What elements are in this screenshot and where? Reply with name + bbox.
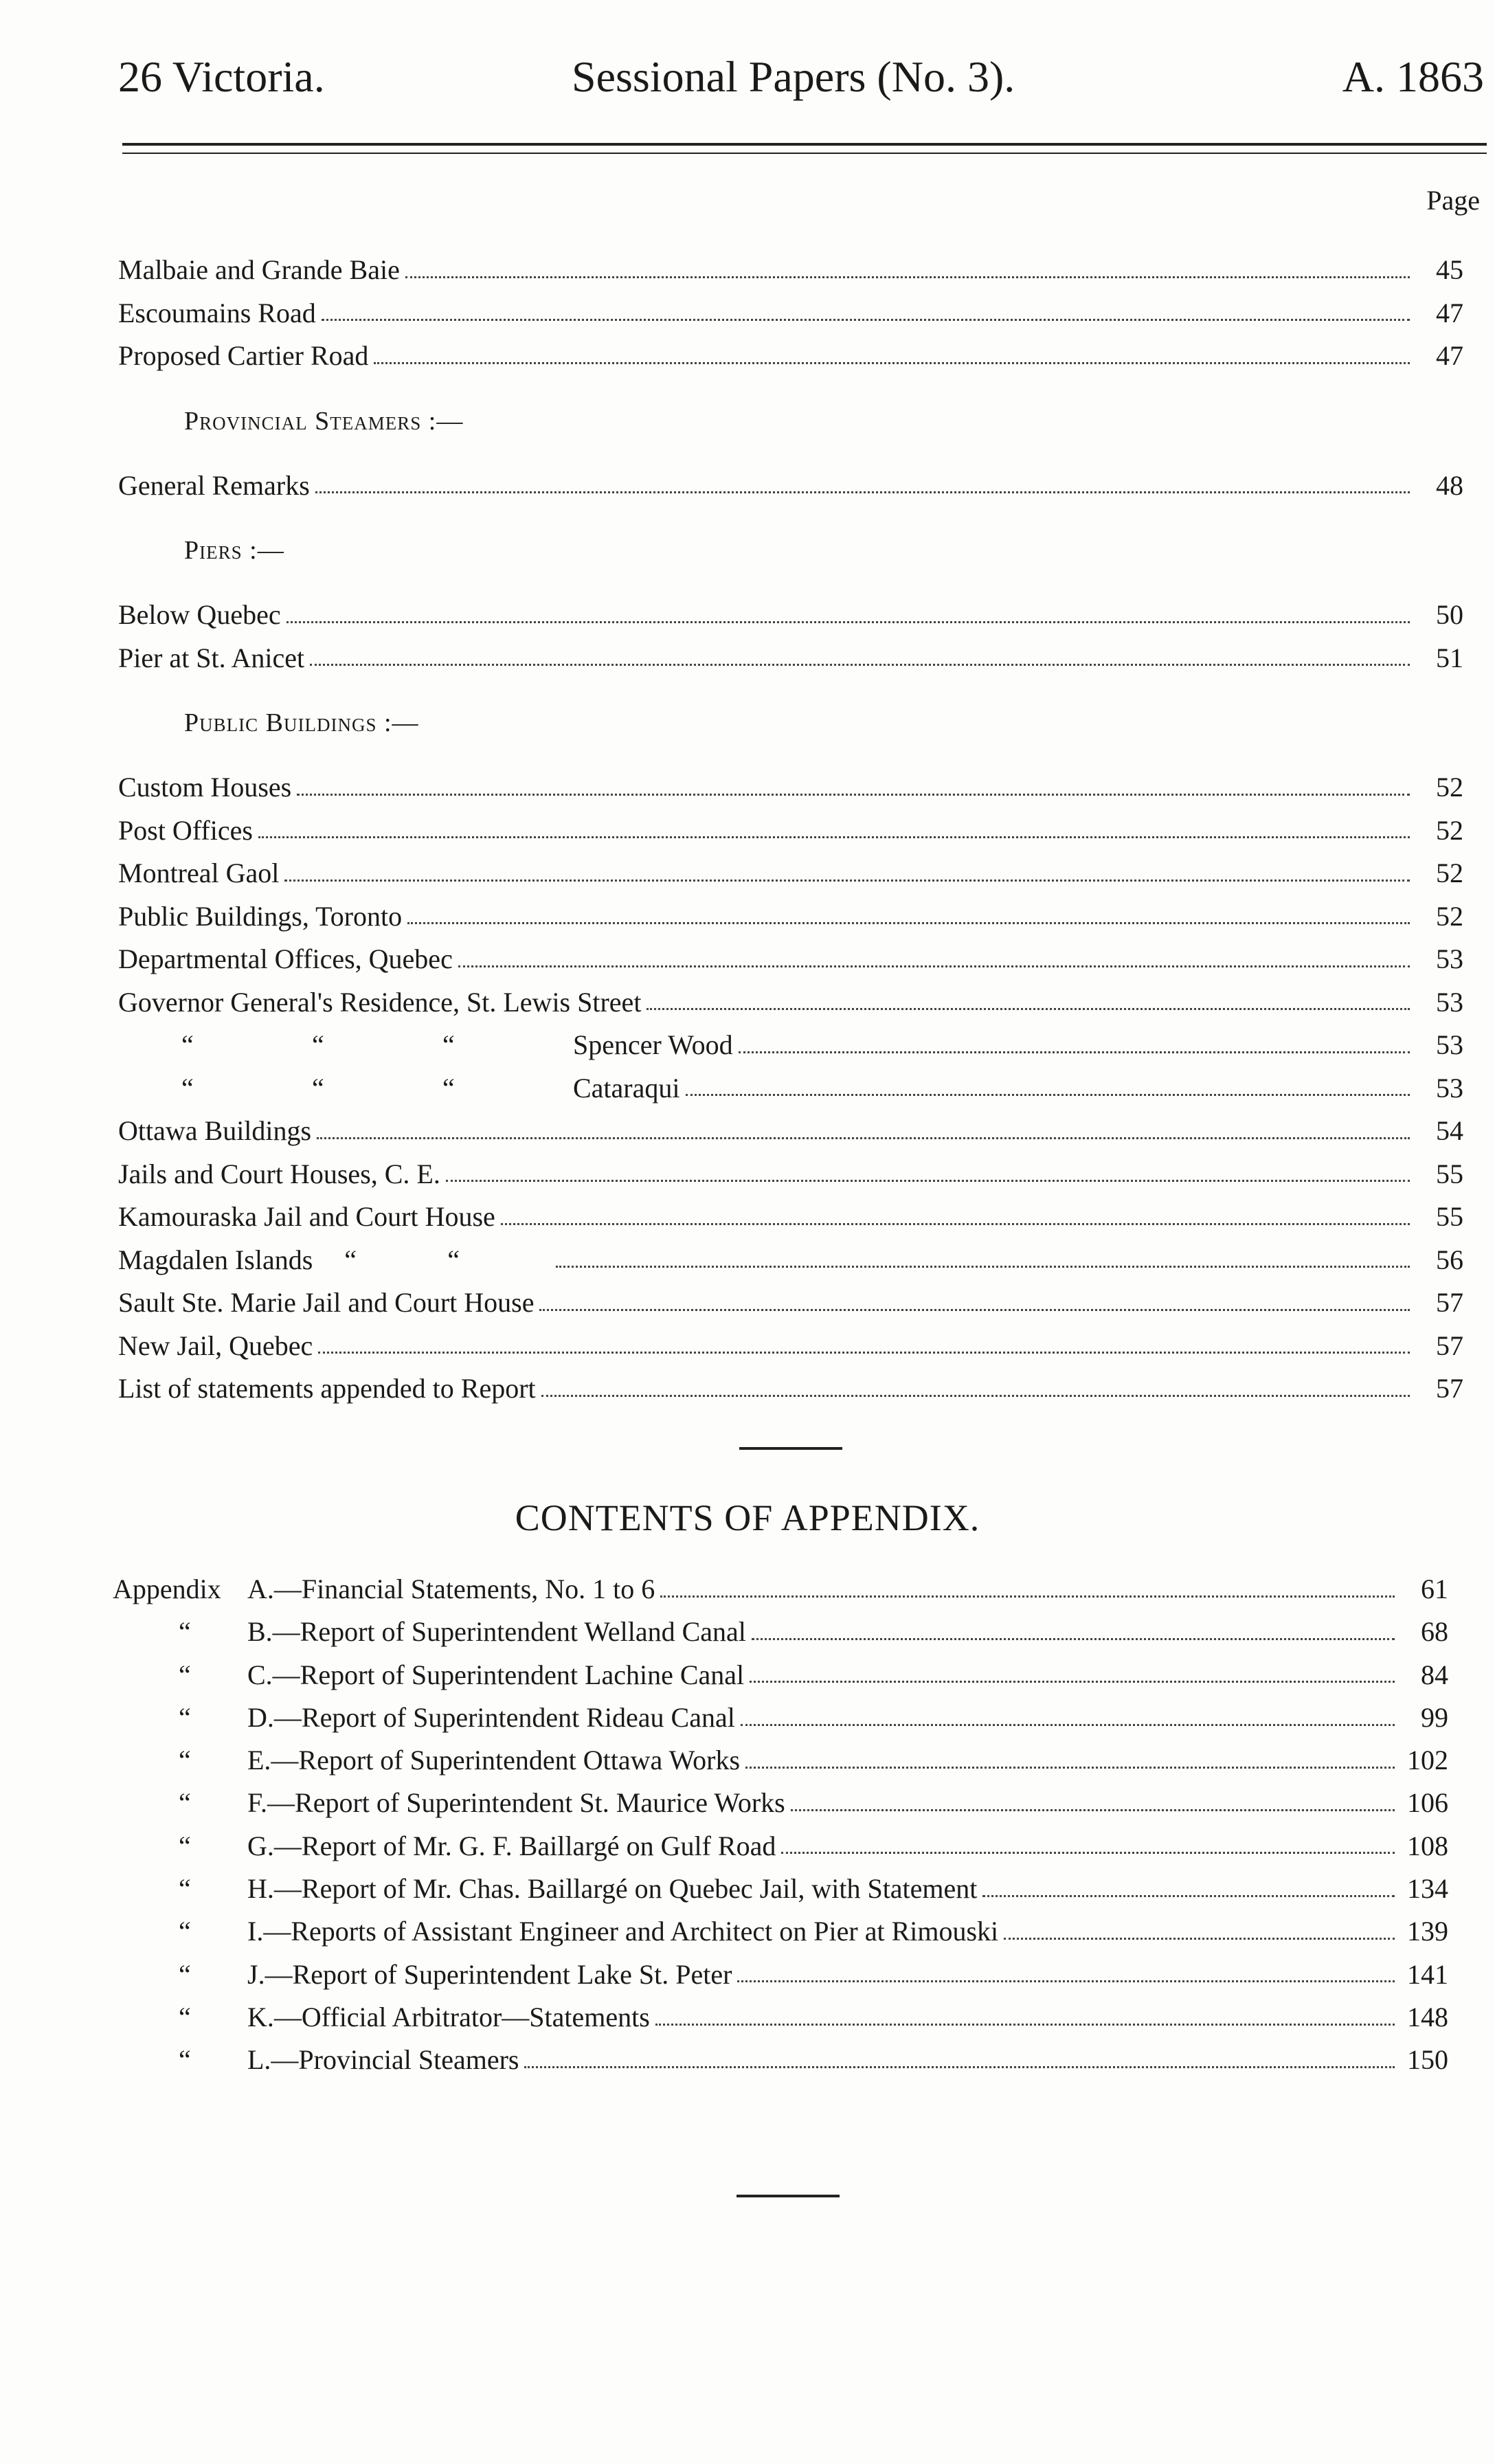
toc-row-ditto <box>118 1067 1463 1110</box>
leader-dots <box>405 276 1410 278</box>
toc-page: 56 <box>1436 1244 1463 1275</box>
toc-row <box>118 1281 1463 1325</box>
appendix-page: 108 <box>1407 1830 1448 1861</box>
leader-dots <box>310 664 1410 666</box>
appendix-page: 102 <box>1407 1745 1448 1776</box>
leader-dots <box>660 1595 1395 1598</box>
appendix-label <box>113 1739 740 1782</box>
ditto-mark: “ <box>312 1029 324 1060</box>
toc-label: List of statements appended to Report <box>118 1373 536 1404</box>
appendix-label <box>113 1868 977 1910</box>
appendix-list <box>113 1568 1448 2082</box>
appendix-row <box>113 1953 1448 1996</box>
section-divider <box>739 1447 842 1450</box>
leader-dots <box>407 922 1410 924</box>
header-title: Sessional Papers (No. 3). <box>572 52 1015 101</box>
contents-list <box>118 249 1463 1411</box>
leader-dots <box>284 880 1410 882</box>
toc-label: Kamouraska Jail and Court House <box>118 1201 495 1232</box>
leader-dots <box>745 1767 1395 1769</box>
appendix-page: 139 <box>1407 1916 1448 1947</box>
ditto-mark: “ <box>181 1029 194 1060</box>
leader-dots <box>446 1180 1410 1182</box>
toc-label: General Remarks <box>118 469 310 501</box>
ditto-mark: “ <box>179 2044 191 2076</box>
toc-row <box>118 1110 1463 1153</box>
section-heading-piers: Piers :— <box>184 536 284 565</box>
leader-dots <box>655 2024 1395 2026</box>
toc-row <box>118 292 1463 335</box>
appendix-label-text: I.—Reports of Assistant Engineer and Architect on Pier at Rimouski <box>247 1916 999 1947</box>
appendix-page: 148 <box>1407 2001 1448 2032</box>
toc-row <box>118 766 1463 809</box>
toc-row <box>118 895 1463 939</box>
toc-page: 53 <box>1436 943 1463 974</box>
toc-page: 48 <box>1436 469 1463 501</box>
appendix-page: 141 <box>1407 1958 1448 1990</box>
toc-label-text: Spencer Wood <box>573 1029 733 1060</box>
ditto-mark: “ <box>179 1916 191 1947</box>
toc-row <box>118 938 1463 981</box>
ditto-mark: “ <box>179 1616 191 1648</box>
appendix-row <box>113 2039 1448 2081</box>
ditto-mark: “ <box>179 1659 191 1690</box>
appendix-row <box>113 1910 1448 1953</box>
toc-page: 57 <box>1436 1330 1463 1361</box>
leader-dots <box>750 1681 1395 1683</box>
toc-page: 54 <box>1436 1115 1463 1146</box>
toc-row <box>118 335 1463 378</box>
toc-label: Pier at St. Anicet <box>118 642 305 673</box>
appendix-label <box>113 1953 732 1996</box>
appendix-row <box>113 1654 1448 1696</box>
leader-dots <box>297 794 1410 796</box>
appendix-page: 61 <box>1421 1573 1448 1604</box>
leader-dots <box>286 621 1410 623</box>
toc-label: Montreal Gaol <box>118 858 280 888</box>
toc-row <box>118 464 1463 508</box>
leader-dots <box>739 1051 1410 1053</box>
appendix-label <box>113 1910 998 1953</box>
toc-label: Jails and Court Houses, C. E. <box>118 1158 440 1189</box>
toc-page: 47 <box>1436 297 1463 328</box>
leader-dots <box>458 965 1410 967</box>
toc-row <box>118 1153 1463 1196</box>
appendix-row <box>113 1868 1448 1910</box>
leader-dots <box>752 1638 1395 1640</box>
appendix-page: 106 <box>1407 1787 1448 1819</box>
toc-label <box>118 1024 733 1067</box>
appendix-row <box>113 1611 1448 1653</box>
toc-page: 52 <box>1436 858 1463 888</box>
toc-page: 51 <box>1436 642 1463 673</box>
toc-label: Ottawa Buildings <box>118 1115 312 1146</box>
ditto-mark: “ <box>447 1244 460 1275</box>
ditto-mark: “ <box>181 1072 194 1104</box>
toc-row <box>118 981 1463 1024</box>
toc-label: Proposed Cartier Road <box>118 340 369 371</box>
ditto-mark: “ <box>179 1701 191 1733</box>
toc-label: Sault Ste. Marie Jail and Court House <box>118 1287 535 1318</box>
appendix-page: 84 <box>1421 1659 1448 1690</box>
leader-dots <box>315 491 1410 493</box>
toc-page: 52 <box>1436 772 1463 803</box>
appendix-row <box>113 1996 1448 2039</box>
toc-row <box>118 852 1463 895</box>
toc-page: 57 <box>1436 1373 1463 1404</box>
appendix-label-text: K.—Official Arbitrator—Statements <box>247 2001 650 2032</box>
toc-label: New Jail, Quebec <box>118 1330 313 1361</box>
appendix-label-text: G.—Report of Mr. G. F. Baillargé on Gulf Road <box>247 1830 776 1861</box>
appendix-prefix: Appendix <box>113 1573 221 1604</box>
appendix-label-text: J.—Report of Superintendent Lake St. Peter <box>247 1958 732 1990</box>
toc-label: Malbaie and Grande Baie <box>118 254 400 285</box>
toc-page: 53 <box>1436 986 1463 1018</box>
toc-page: 53 <box>1436 1029 1463 1060</box>
leader-dots <box>741 1724 1395 1726</box>
appendix-row <box>113 1696 1448 1739</box>
toc-page: 53 <box>1436 1072 1463 1104</box>
leader-dots <box>539 1309 1410 1311</box>
toc-label: Public Buildings, Toronto <box>118 900 403 932</box>
leader-dots <box>258 836 1410 838</box>
toc-page: 55 <box>1436 1158 1463 1189</box>
toc-label: Escoumains Road <box>118 297 316 328</box>
appendix-label-text: C.—Report of Superintendent Lachine Canal <box>247 1659 745 1690</box>
appendix-label-text: L.—Provincial Steamers <box>247 2044 519 2076</box>
appendix-label-text: A.—Financial Statements, No. 1 to 6 <box>247 1573 655 1604</box>
appendix-page: 68 <box>1421 1616 1448 1648</box>
appendix-label <box>113 1696 735 1739</box>
toc-label: Below Quebec <box>118 599 281 630</box>
leader-dots <box>686 1094 1410 1096</box>
appendix-label <box>113 1611 746 1653</box>
toc-page: 50 <box>1436 599 1463 630</box>
ditto-mark: “ <box>179 1745 191 1776</box>
leader-dots <box>524 2066 1395 2068</box>
appendix-label-text: E.—Report of Superintendent Ottawa Works <box>247 1745 741 1776</box>
toc-label: Governor General's Residence, St. Lewis Street <box>118 986 642 1018</box>
leader-dots <box>737 1980 1395 1982</box>
toc-label: Post Offices <box>118 814 253 846</box>
leader-dots <box>982 1895 1395 1897</box>
leader-dots <box>541 1395 1410 1397</box>
leader-dots <box>1004 1938 1395 1940</box>
header-session: 26 Victoria. <box>118 52 325 101</box>
ditto-mark: “ <box>312 1072 324 1104</box>
leader-dots <box>556 1266 1410 1268</box>
toc-label-text: Cataraqui <box>573 1072 680 1104</box>
leader-dots <box>322 319 1410 321</box>
toc-row <box>118 1325 1463 1368</box>
section-divider <box>737 2195 840 2197</box>
appendix-page: 99 <box>1421 1701 1448 1733</box>
toc-label <box>118 1239 550 1282</box>
toc-row <box>118 594 1463 637</box>
appendix-label <box>113 1996 650 2039</box>
header-rule-thick <box>122 143 1487 146</box>
page-column-label: Page <box>1426 185 1480 216</box>
leader-dots <box>317 1137 1410 1139</box>
toc-label: Custom Houses <box>118 772 292 803</box>
leader-dots <box>318 1352 1410 1354</box>
appendix-label <box>113 1568 655 1611</box>
ditto-mark: “ <box>442 1072 455 1104</box>
leader-dots <box>374 362 1410 364</box>
toc-row <box>118 809 1463 853</box>
appendix-page: 134 <box>1407 1873 1448 1905</box>
appendix-row <box>113 1739 1448 1782</box>
toc-page: 57 <box>1436 1287 1463 1318</box>
ditto-mark: “ <box>179 2001 191 2032</box>
appendix-label-text: B.—Report of Superintendent Welland Canal <box>247 1616 746 1648</box>
ditto-mark: “ <box>344 1244 357 1275</box>
appendix-page: 150 <box>1407 2044 1448 2076</box>
appendix-label-text: F.—Report of Superintendent St. Maurice Works <box>247 1787 785 1819</box>
toc-label <box>118 1067 680 1110</box>
toc-row-ditto <box>118 1239 1463 1282</box>
header-rule-thin <box>122 153 1487 154</box>
ditto-mark: “ <box>442 1029 455 1060</box>
appendix-label-text: D.—Report of Superintendent Rideau Canal <box>247 1701 735 1733</box>
appendix-row <box>113 1568 1448 1611</box>
ditto-mark: “ <box>179 1830 191 1861</box>
toc-page: 55 <box>1436 1201 1463 1232</box>
toc-row <box>118 637 1463 680</box>
leader-dots <box>791 1809 1395 1811</box>
appendix-row <box>113 1782 1448 1824</box>
leader-dots <box>647 1008 1410 1010</box>
header-year: A. 1863 <box>1342 52 1484 101</box>
appendix-row <box>113 1825 1448 1868</box>
toc-page: 52 <box>1436 814 1463 846</box>
appendix-label <box>113 1654 744 1696</box>
ditto-mark: “ <box>179 1787 191 1819</box>
section-heading-steamers: Provincial Steamers :— <box>184 406 464 436</box>
toc-row <box>118 1196 1463 1239</box>
toc-label: Departmental Offices, Quebec <box>118 943 453 974</box>
running-header <box>118 43 1484 111</box>
ditto-mark: “ <box>179 1873 191 1905</box>
toc-row <box>118 1367 1463 1411</box>
leader-dots <box>781 1852 1395 1854</box>
toc-page: 52 <box>1436 900 1463 932</box>
toc-page: 47 <box>1436 340 1463 371</box>
appendix-label <box>113 2039 519 2081</box>
section-heading-buildings: Public Buildings :— <box>184 708 419 737</box>
ditto-mark: “ <box>179 1958 191 1990</box>
toc-page: 45 <box>1436 254 1463 285</box>
toc-row <box>118 249 1463 292</box>
appendix-label <box>113 1782 785 1824</box>
appendix-label-text: H.—Report of Mr. Chas. Baillargé on Quebec Jail, with Statement <box>247 1873 978 1905</box>
toc-label-text: Magdalen Islands <box>118 1244 313 1275</box>
leader-dots <box>501 1223 1410 1225</box>
appendix-label <box>113 1825 776 1868</box>
appendix-title: CONTENTS OF APPENDIX. <box>515 1497 980 1538</box>
toc-row-ditto <box>118 1024 1463 1067</box>
